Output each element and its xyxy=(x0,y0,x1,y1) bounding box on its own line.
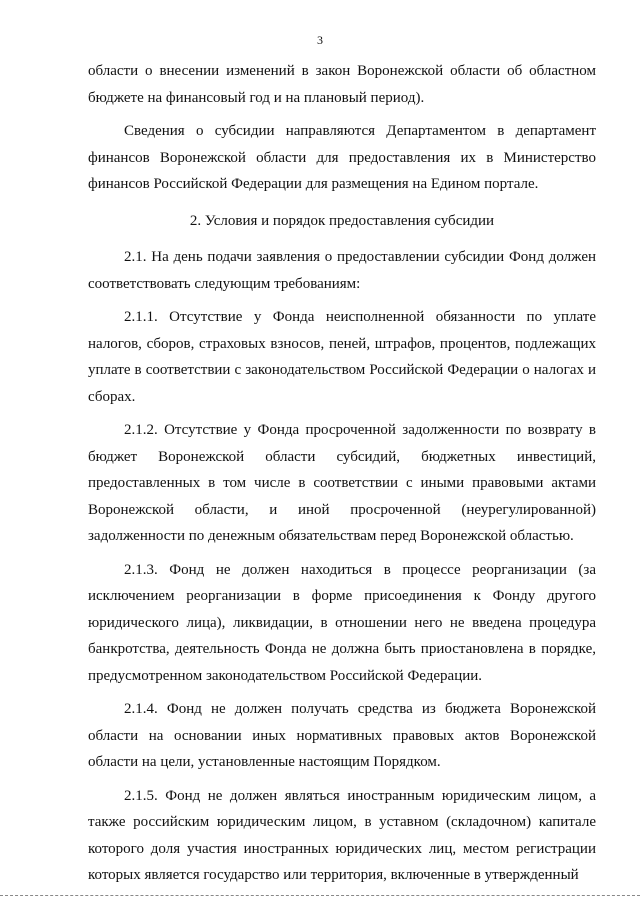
clause-2-1-1: 2.1.1. Отсутствие у Фонда неисполненной обязанности по уплате налогов, сборов, страховых взносов, пеней, штрафов, процентов, подлежащих уплате в соответствии с законодательством Российской Федерации о налогах и сборах. xyxy=(88,309,596,405)
clause-2-1: 2.1. На день подачи заявления о предоставлении субсидии Фонд должен соответствовать следующим требованиям: xyxy=(88,249,596,292)
paragraph-subsidy-info: Сведения о субсидии направляются Департаментом в департамент финансов Воронежской области для предоставления их в Министерство финансов Российской Федерации для размещения на Едином портале. xyxy=(88,123,596,192)
clause-2-1-4: 2.1.4. Фонд не должен получать средства из бюджета Воронежской области на основании иных нормативных правовых актов Воронежской области на цели, установленные настоящим Порядком. xyxy=(88,701,596,770)
clause-2-1-3: 2.1.3. Фонд не должен находиться в процессе реорганизации (за исключением реорганизации в форме присоединения к Фонду другого юридического лица), ликвидации, в отношении него не введена процедура банкротства, деятельность Фонда не должна быть приостановлена в порядке, предусмотренном законодательством Российской Федерации. xyxy=(88,561,596,684)
page-bottom-divider xyxy=(0,895,640,896)
section-heading: 2. Условия и порядок предоставления субсидии xyxy=(189,212,495,229)
page-number: 3 xyxy=(317,33,323,47)
paragraph-continuation: области о внесении изменений в закон Воронежской области об областном бюджете на финансовый год и на плановый период). xyxy=(88,63,596,106)
clause-2-1-2: 2.1.2. Отсутствие у Фонда просроченной задолженности по возврату в бюджет Воронежской области субсидий, бюджетных инвестиций, предоставленных в том числе в соответствии с иными правовыми актами Воронежской области, и иной просроченной (неурегулированной) задолженности по денежным обязательствам перед Воронежской областью. xyxy=(88,422,596,544)
document-body xyxy=(88,58,596,889)
clause-2-1-5: 2.1.5. Фонд не должен являться иностранным юридическим лицом, а также российским юридическим лицом, в уставном (складочном) капитале которого доля участия иностранных юридических лиц, местом регистрации которых является государство или территория, включенные в утвержденный xyxy=(88,787,596,883)
